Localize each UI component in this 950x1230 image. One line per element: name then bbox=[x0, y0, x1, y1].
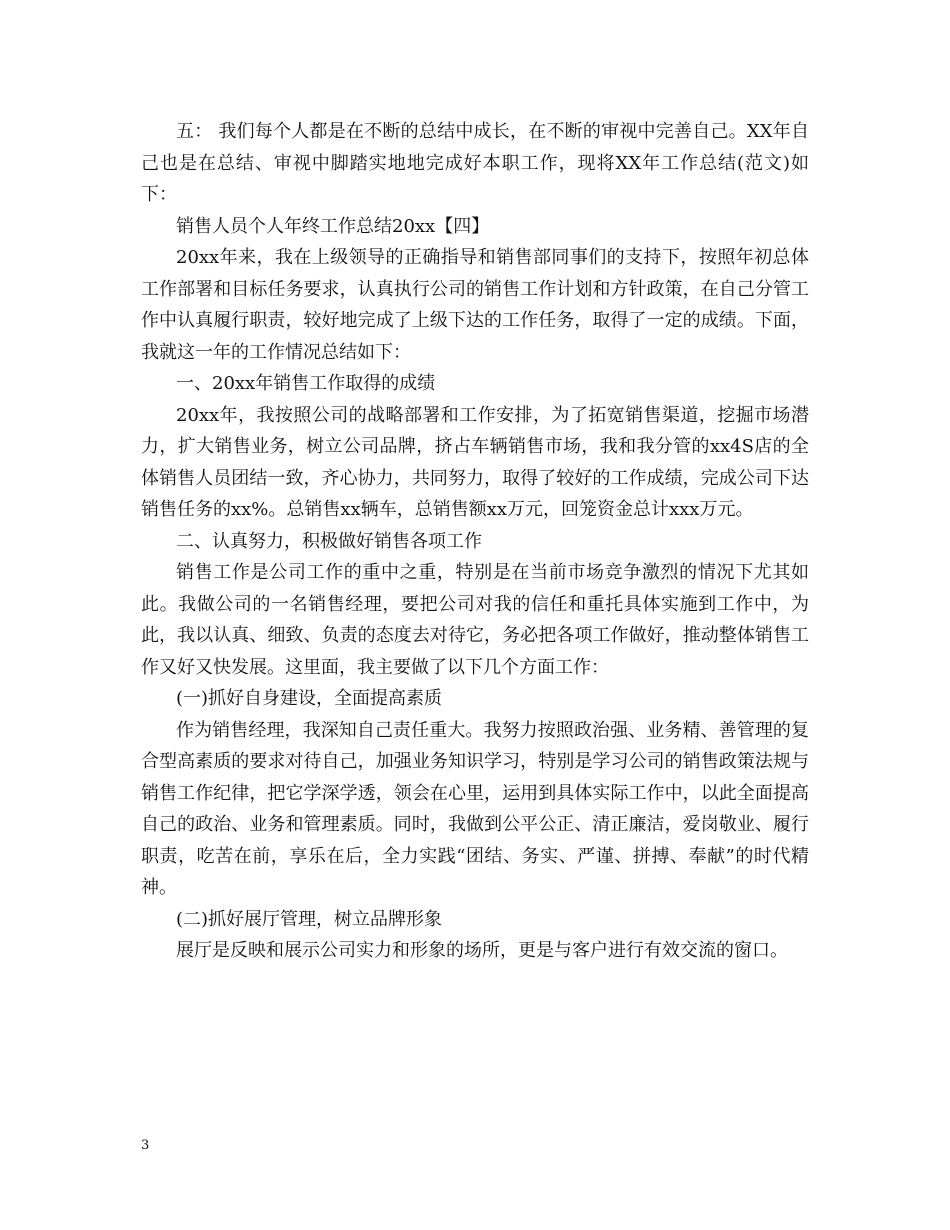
heading-sales-work: 二、认真努力，积极做好销售各项工作 bbox=[176, 530, 482, 552]
subheading-self-development: (一)抓好自身建设，全面提高素质 bbox=[176, 688, 443, 709]
paragraph-self-development: 作为销售经理，我深知自己责任重大。我努力按照政治强、业务精、善管理的复合型高素质的要求对待自己，加强业务知识学习，特别是学习公司的销售政策法规与销售工作纪律，把它学深学透，领会在心里，运用到具体实际工作中，以此全面提高自己的政治、业务和管理素质。同时，我做到公平公正、清正廉洁，爱岗敬业、履行职责，吃苦在前，享乐在后，全力实践“团结、务实、严谨、拼搏、奉献”的时代精神。 bbox=[141, 719, 809, 898]
subheading-showroom: (二)抓好展厅管理，树立品牌形象 bbox=[176, 908, 443, 930]
paragraph-sales-work: 销售工作是公司工作的重中之重，特别是在当前市场竞争激烈的情况下尤其如此。我做公司的一名销售经理，要把公司对我的信任和重托具体实施到工作中，为此，我以认真、细致、负责的态度去对待它，务必把各项工作做好，推动整体销售工作又好又快发展。这里面，我主要做了以下几个方面工作： bbox=[141, 562, 809, 678]
paragraph-showroom: 展厅是反映和展示公司实力和形象的场所，更是与客户进行有效交流的窗口。 bbox=[176, 940, 788, 961]
document-body bbox=[141, 116, 809, 967]
heading-achievements: 一、20xx年销售工作取得的成绩 bbox=[176, 373, 436, 394]
paragraph-overview: 20xx年来，我在上级领导的正确指导和销售部同事们的支持下，按照年初总体工作部署和目标任务要求，认真执行公司的销售工作计划和方针政策，在自己分管工作中认真履行职责，较好地完成了上级下达的工作任务，取得了一定的成绩。下面，我就这一年的工作情况总结如下： bbox=[141, 247, 809, 363]
paragraph-intro: 五： 我们每个人都是在不断的总结中成长，在不断的审视中完善自己。XX年自己也是在总结、审视中脚踏实地地完成好本职工作，现将XX年工作总结(范文)如下： bbox=[141, 121, 809, 205]
paragraph-achievements: 20xx年，我按照公司的战略部署和工作安排，为了拓宽销售渠道，挖掘市场潜力，扩大销售业务，树立公司品牌，挤占车辆销售市场，我和我分管的xx4S店的全体销售人员团结一致，齐心协力，共同努力，取得了较好的工作成绩，完成公司下达销售任务的xx%。总销售xx辆车，总销售额xx万元，回笼资金总计xxx万元。 bbox=[141, 404, 809, 520]
section-title: 销售人员个人年终工作总结20xx【四】 bbox=[176, 215, 490, 237]
page-number: 3 bbox=[141, 1138, 150, 1153]
